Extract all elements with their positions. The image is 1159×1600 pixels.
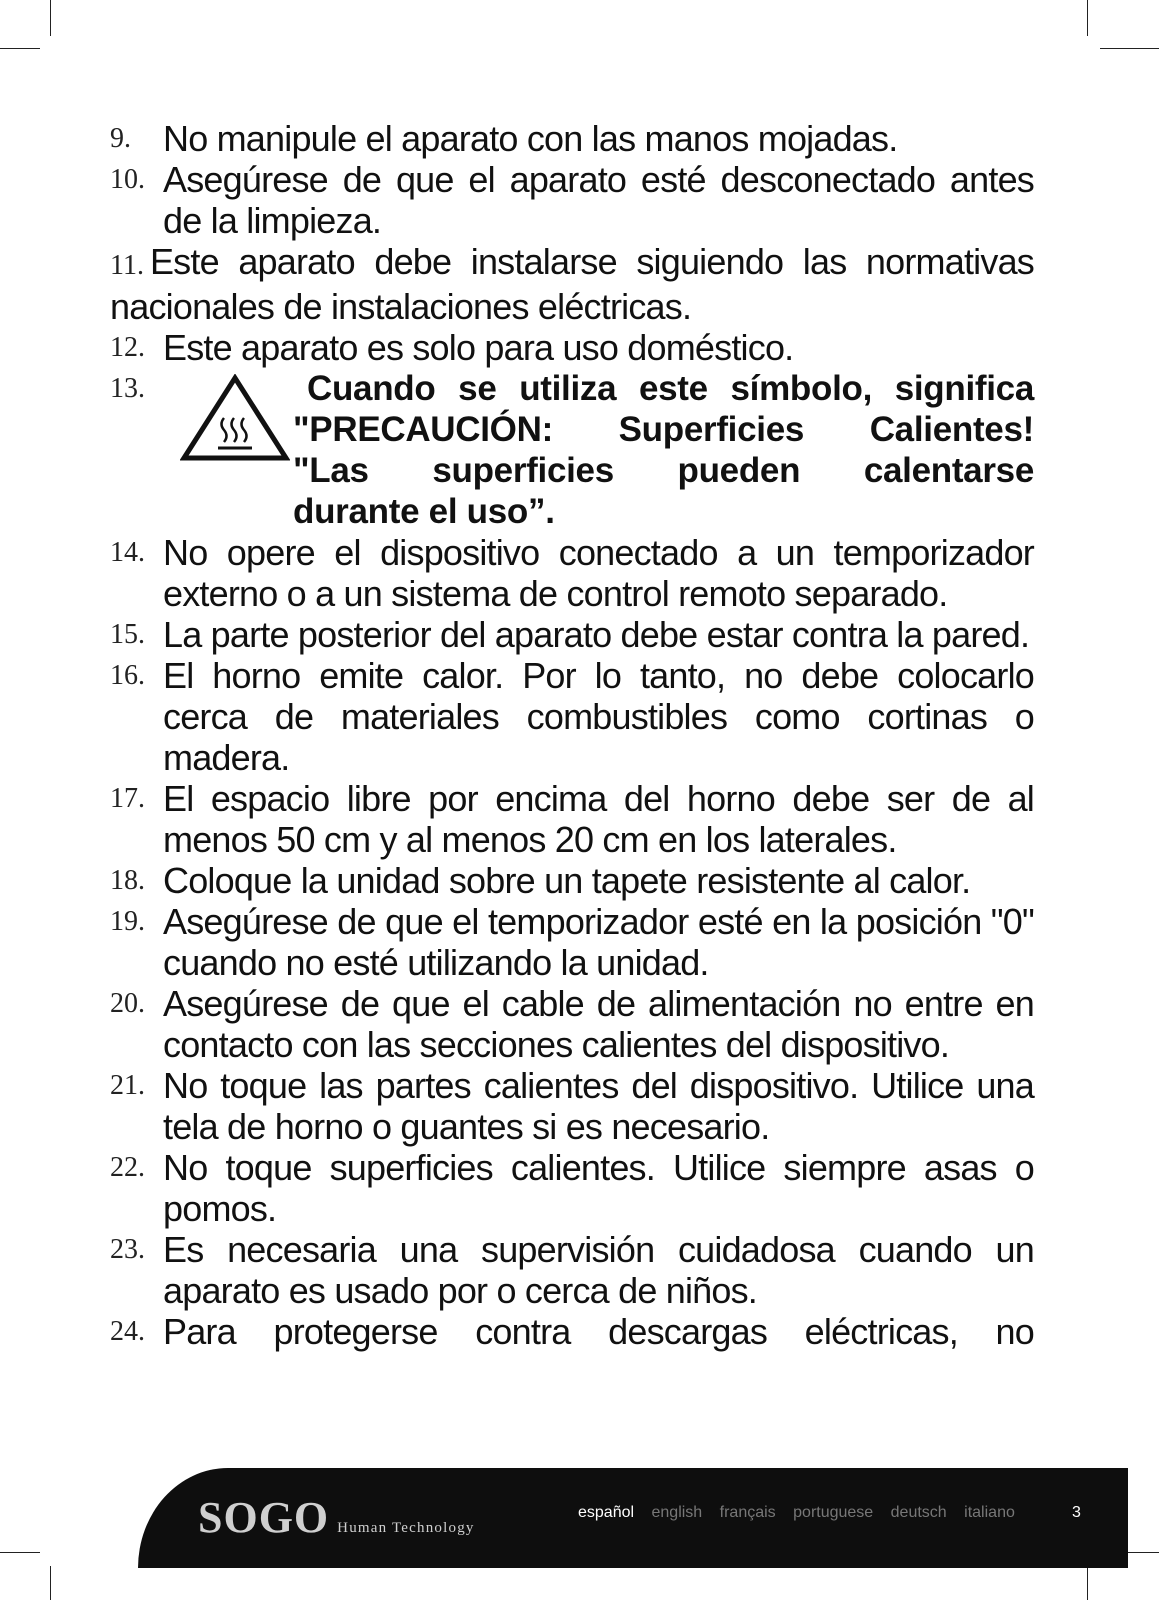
item-text: No toque superficies calientes. Utilice siempre asas o pomos.	[163, 1147, 1034, 1229]
language-nav	[578, 1504, 1028, 1522]
list-item	[110, 159, 1034, 241]
item-text: Para protegerse contra descargas eléctricas, no	[163, 1311, 1034, 1352]
list-item	[110, 241, 1034, 327]
item-number: 18.	[110, 865, 145, 896]
crop-mark	[50, 1566, 51, 1600]
list-item	[110, 1065, 1034, 1147]
item-number: 20.	[110, 988, 145, 1019]
language-deutsch[interactable]: deutsch	[890, 1504, 947, 1521]
item-text: Coloque la unidad sobre un tapete resistente al calor.	[163, 860, 971, 901]
crop-mark	[1087, 1566, 1088, 1600]
item-text: No toque las partes calientes del dispositivo. Utilice una tela de horno o guantes si es necesario.	[163, 1065, 1034, 1147]
item-number: 24.	[110, 1316, 145, 1347]
list-item	[110, 1229, 1034, 1311]
warning-line: durante el uso”.	[293, 492, 555, 531]
item-number: 22.	[110, 1152, 145, 1183]
item-text: La parte posterior del aparato debe estar contra la pared.	[163, 614, 1030, 655]
item-text: Este aparato debe instalarse siguiendo las normativas nacionales de instalaciones eléctricas.	[110, 241, 1034, 327]
item-number: 14.	[110, 537, 145, 568]
item-number: 17.	[110, 783, 145, 814]
item-number: 13.	[110, 373, 145, 404]
item-text: El espacio libre por encima del horno debe ser de al menos 50 cm y al menos 20 cm en los laterales.	[163, 778, 1034, 860]
crop-mark	[1100, 48, 1159, 49]
page-number: 3	[1072, 1504, 1081, 1521]
item-number: 16.	[110, 660, 145, 691]
list-item	[110, 1311, 1034, 1352]
item-number: 21.	[110, 1070, 145, 1101]
list-item-warning	[110, 368, 1034, 532]
item-text: Asegúrese de que el cable de alimentación no entre en contacto con las secciones calientes del dispositivo.	[163, 983, 1034, 1065]
item-number: 10.	[110, 164, 145, 195]
warning-line: "Las superficies pueden calentarse	[293, 451, 1034, 490]
item-text: Este aparato es solo para uso doméstico.	[163, 327, 794, 368]
list-item	[110, 118, 1034, 159]
list-item	[110, 614, 1034, 655]
page-footer	[138, 1468, 1128, 1568]
language-italiano[interactable]: italiano	[964, 1504, 1015, 1521]
item-number: 11.	[110, 250, 144, 281]
item-number: 12.	[110, 332, 145, 363]
item-text: El horno emite calor. Por lo tanto, no debe colocarlo cerca de materiales combustibles como cortinas o madera.	[163, 655, 1034, 778]
list-item	[110, 860, 1034, 901]
item-text: No opere el dispositivo conectado a un temporizador externo o a un sistema de control remoto separado.	[163, 532, 1034, 614]
crop-mark	[50, 0, 51, 36]
crop-mark	[0, 1552, 40, 1553]
list-item	[110, 901, 1034, 983]
warning-line: Cuando se utiliza este símbolo, significa	[307, 369, 1034, 408]
brand-logo	[198, 1492, 475, 1543]
item-number: 15.	[110, 619, 145, 650]
item-text: Asegúrese de que el temporizador esté en la posición "0" cuando no esté utilizando la unidad.	[163, 901, 1034, 983]
item-number: 23.	[110, 1234, 145, 1265]
language-francais[interactable]: français	[719, 1504, 776, 1521]
language-espanol[interactable]: español	[578, 1504, 635, 1521]
brand-name: SOGO	[198, 1493, 330, 1542]
hot-surface-warning-icon	[180, 374, 290, 462]
list-item	[110, 983, 1034, 1065]
crop-mark	[1087, 0, 1088, 36]
brand-tagline: Human Technology	[337, 1520, 475, 1536]
language-portuguese[interactable]: portuguese	[793, 1504, 874, 1521]
crop-mark	[0, 48, 40, 49]
list-item	[110, 655, 1034, 778]
safety-instructions-list	[110, 118, 1034, 1352]
item-text: Es necesaria una supervisión cuidadosa cuando un aparato es usado por o cerca de niños.	[163, 1229, 1034, 1311]
warning-line: "PRECAUCIÓN: Superficies Calientes!	[293, 410, 1034, 449]
list-item	[110, 1147, 1034, 1229]
item-text: No manipule el aparato con las manos mojadas.	[163, 118, 898, 159]
list-item	[110, 327, 1034, 368]
item-number: 19.	[110, 906, 145, 937]
list-item	[110, 778, 1034, 860]
item-text: Asegúrese de que el aparato esté desconectado antes de la limpieza.	[163, 159, 1034, 241]
warning-text	[293, 368, 1034, 532]
item-number: 9.	[110, 123, 131, 154]
list-item	[110, 532, 1034, 614]
language-english[interactable]: english	[651, 1504, 703, 1521]
